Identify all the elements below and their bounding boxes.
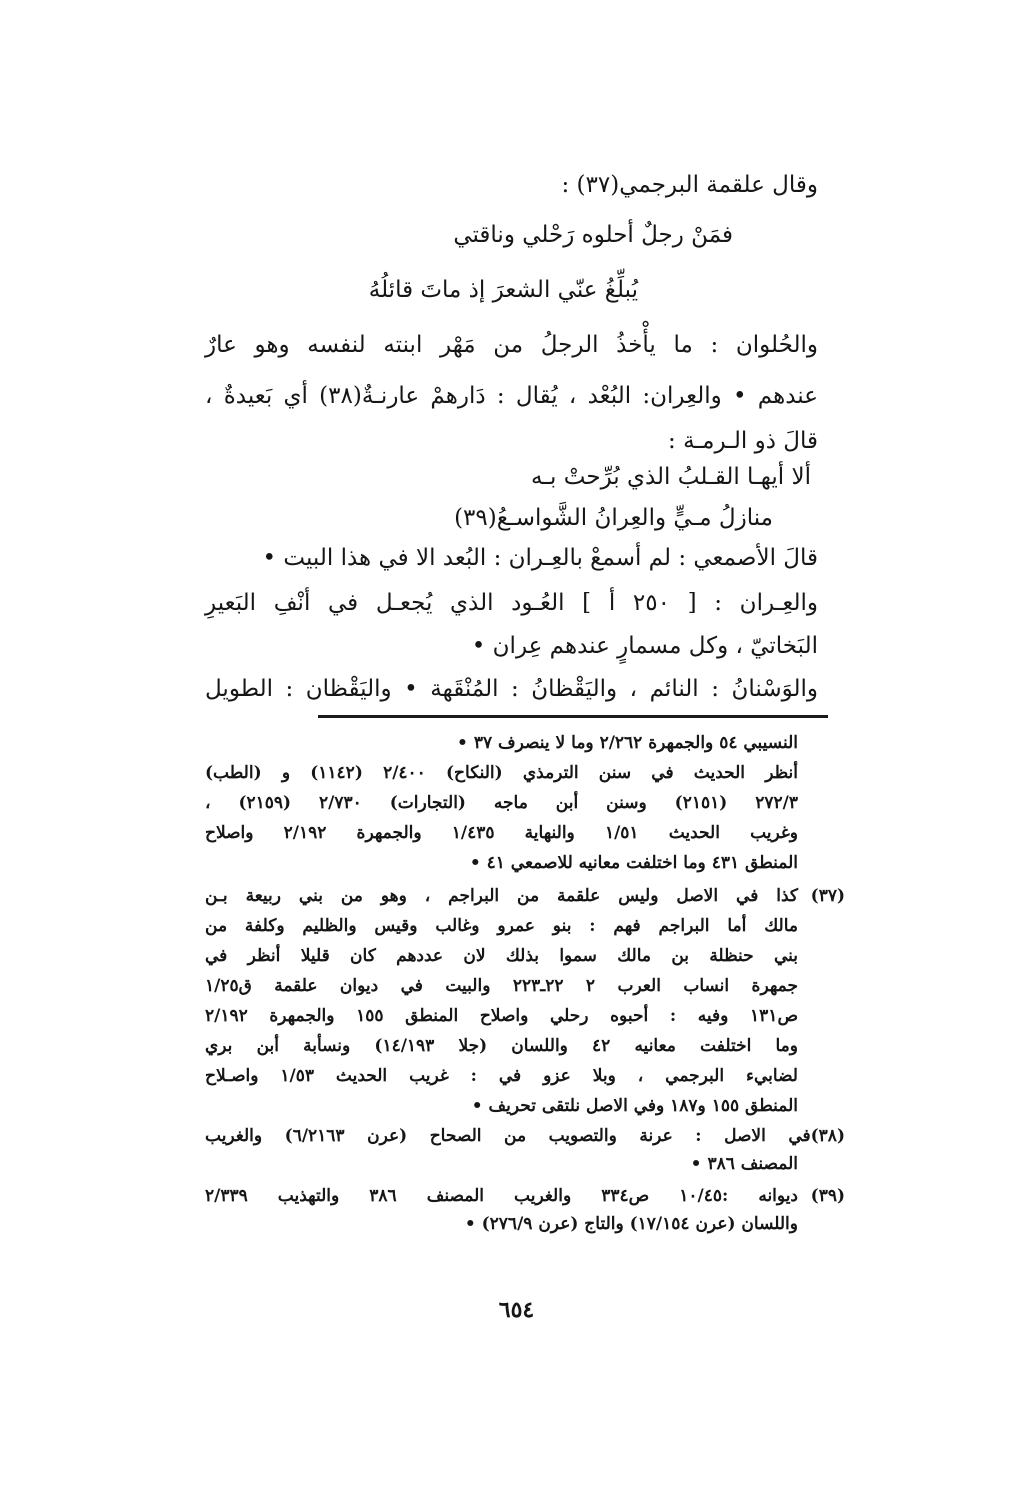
main-line-11: البَخاتيّ ، وكل مسمارٍ عندهم عِران • — [471, 633, 818, 659]
main-line-10: والعِـران : [ ٢٥٠ أ ] العُـود الذي يُجعـل في أنْفِ البَعيرِ — [205, 590, 818, 616]
footnote-39-label: (٣٩) — [810, 1186, 845, 1206]
footnote-separator — [318, 715, 828, 718]
main-line-12: والوَسْنانُ : النائم ، واليَقْظانُ : المُنْقَهة • واليَقْظان : الطويل — [205, 676, 818, 702]
main-line-6: قالَ ذو الـرمـة : — [668, 428, 818, 454]
footnote-cont-3: ٢٧٢/٣ (٢١٥١) وسنن أبن ماجه (التجارات) ٢/٧٣٠ (٢١٥٩) ، — [205, 793, 798, 813]
footnote-37-line-6: وما اختلفت معانيه ٤٢ واللسان (جلا ١٤/١٩٣) ونسأبة أبن بري — [205, 1036, 798, 1056]
footnote-38-line-1: (٣٨)في الاصل : عرنة والتصويب من الصحاح (عرن ٦/٢١٦٣) والغريب — [205, 1126, 845, 1146]
footnote-cont-4: وغريب الحديث ١/٥١ والنهاية ١/٤٣٥ والجمهرة ٢/١٩٢ واصلاح — [205, 823, 799, 843]
footnote-37-line-8: المنطق ١٥٥ و١٨٧ وفي الاصل نلتقى تحريف • — [471, 1096, 798, 1116]
footnote-38-line-2: المصنف ٣٨٦ • — [690, 1154, 798, 1174]
footnote-cont-2: أنظر الحديث في سنن الترمذي (النكاح) ٢/٤٠٠ (١١٤٢) و (الطب) — [205, 763, 798, 783]
main-line-1: وقال علقمة البرجمي(٣٧) : — [561, 172, 818, 198]
footnote-37-line-7: لضابيء البرجمي ، وبلا عزو في : غريب الحديث ١/٥٣ واصـلاح — [205, 1066, 798, 1086]
page-number: ٦٥٤ — [498, 1297, 535, 1323]
verse-2-second-hemistich: منازلُ مـيٍّ والعِرانُ الشَّواسـعُ(٣٩) — [454, 505, 773, 531]
footnote-cont-1: النسيبي ٥٤ والجمهرة ٢/٢٦٢ وما لا ينصرف ٣٧ • — [457, 733, 798, 753]
footnote-37-line-4: جمهرة انساب العرب ٢ ٢٢ـ٢٢٣ والبيت في ديوان علقمة ق١/٢٥ — [205, 976, 799, 996]
footnote-37-label: (٣٧) — [810, 886, 845, 906]
verse-2-first-hemistich: ألا أيهـا القـلبُ الذي بُرِّحتْ بـه — [530, 464, 811, 490]
footnote-37-line-3: بني حنظلة بن مالك سموا بذلك لان عددهم كان قليلا أنظر في — [205, 946, 798, 966]
footnote-cont-5: المنطق ٤٣١ وما اختلفت معانيه للاصمعي ٤١ • — [469, 853, 798, 873]
verse-1-second-hemistich: يُبلِّغُ عنّي الشعرَ إذ ماتَ قائلُهُ — [368, 277, 638, 303]
main-line-5: عندهم • والعِران: البُعْد ، يُقال : دَارهمْ عارنـةٌ(٣٨) أي بَعيدةٌ ، — [205, 383, 818, 409]
footnote-37-line-2: مالك أما البراجم فهم : بنو عمرو وغالب وقيس والظليم وكلفة من — [205, 916, 798, 936]
main-line-4: والحُلوان : ما يأْخذُ الرجلُ من مَهْر ابنته لنفسه وهو عارٌ — [205, 332, 818, 358]
verse-1-first-hemistich: فمَنْ رجلٌ أحلوه رَحْلي وناقتي — [453, 222, 733, 248]
main-line-9: قالَ الأصمعي : لم أسمعْ بالعِـران : البُعد الا في هذا البيت • — [262, 545, 818, 571]
footnote-39-line-2: واللسان (عرن ١٧/١٥٤) والتاج (عرن ٢٧٦/٩) • — [464, 1214, 798, 1234]
footnote-39-line-1: ديوانه :١٠/٤٥ ص٣٣٤ والغريب المصنف ٣٨٦ والتهذيب ٢/٣٣٩ — [205, 1186, 798, 1206]
footnote-37-line-5: ص١٣١ وفيه : أحبوه رحلي واصلاح المنطق ١٥٥ والجمهرة ٢/١٩٢ — [205, 1006, 799, 1026]
footnote-37-line-1: كذا في الاصل وليس علقمة من البراجم ، وهو من بني ربيعة بـن — [205, 886, 798, 906]
